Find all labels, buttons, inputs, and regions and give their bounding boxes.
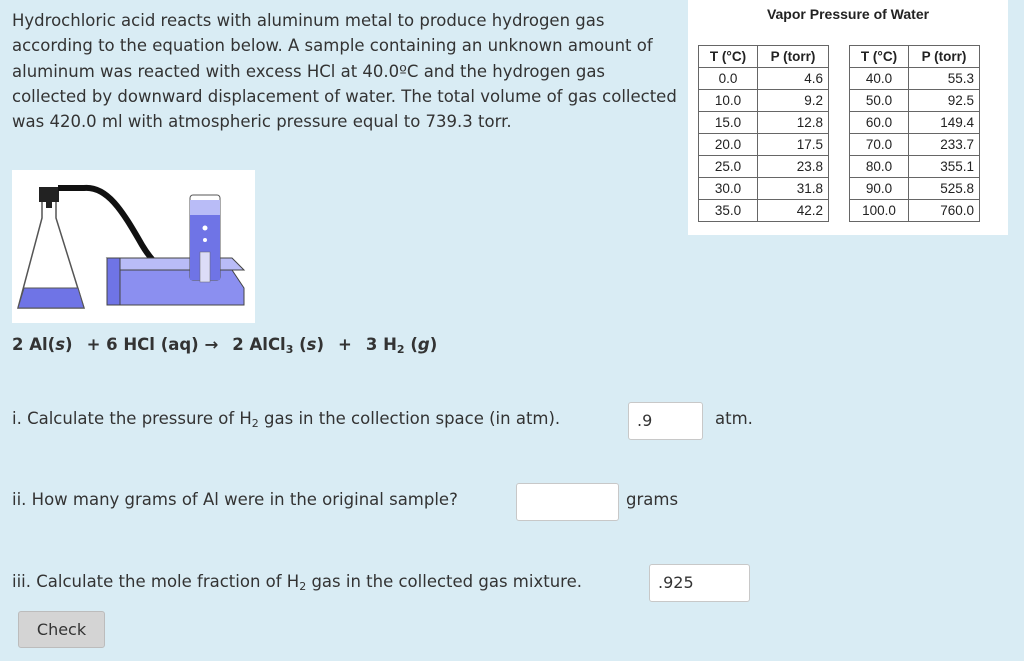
header-pressure-left: P (torr) bbox=[758, 46, 829, 68]
pressure-cell: 4.6 bbox=[758, 68, 829, 90]
question-3-label: iii. Calculate the mole fraction of $H_2$ gas in the collected gas mixture. bbox=[12, 572, 582, 593]
vapor-pressure-table bbox=[698, 45, 980, 222]
table-row bbox=[699, 134, 980, 156]
product-alcl3: 2 AlCl$_3$ (s) bbox=[232, 335, 325, 356]
table-gap bbox=[829, 68, 850, 90]
table-gap bbox=[829, 46, 850, 68]
pressure-answer-input[interactable]: .9 bbox=[628, 402, 703, 440]
temp-cell: 100.0 bbox=[850, 200, 909, 222]
pressure-cell: 55.3 bbox=[909, 68, 980, 90]
temp-cell: 15.0 bbox=[699, 112, 758, 134]
product-h2: 3 $H_2$ (g) bbox=[365, 335, 438, 356]
pressure-cell: 525.8 bbox=[909, 178, 980, 200]
pressure-cell: 12.8 bbox=[758, 112, 829, 134]
pressure-cell: 9.2 bbox=[758, 90, 829, 112]
table-header-row bbox=[699, 46, 980, 68]
temp-cell: 10.0 bbox=[699, 90, 758, 112]
table-row bbox=[699, 112, 980, 134]
temp-cell: 40.0 bbox=[850, 68, 909, 90]
vapor-pressure-panel bbox=[688, 0, 1008, 235]
reactant-al: 2 Al(s) bbox=[12, 335, 73, 354]
temp-cell: 60.0 bbox=[850, 112, 909, 134]
table-row bbox=[699, 68, 980, 90]
pressure-cell: 149.4 bbox=[909, 112, 980, 134]
header-pressure-right: P (torr) bbox=[909, 46, 980, 68]
mole-fraction-answer-input[interactable]: .925 bbox=[649, 564, 750, 602]
pressure-cell: 233.7 bbox=[909, 134, 980, 156]
temp-cell: 20.0 bbox=[699, 134, 758, 156]
plus-sign: + bbox=[338, 335, 352, 354]
temp-cell: 30.0 bbox=[699, 178, 758, 200]
temp-cell: 0.0 bbox=[699, 68, 758, 90]
table-gap bbox=[829, 90, 850, 112]
pressure-cell: 355.1 bbox=[909, 156, 980, 178]
temp-cell: 70.0 bbox=[850, 134, 909, 156]
table-gap bbox=[829, 156, 850, 178]
header-temp-left: T (°C) bbox=[699, 46, 758, 68]
grams-answer-input[interactable] bbox=[516, 483, 619, 521]
problem-intro: Hydrochloric acid reacts with aluminum metal to produce hydrogen gas according to the equation below. A sample containing an unknown amount of aluminum was reacted with excess HCl at 40.0ºC and the hydrogen gas collected by downward displacement of water. The total volume of gas collected was 420.0 ml with atmospheric pressure equal to 739.3 torr. bbox=[12, 11, 677, 132]
vapor-pressure-title: Vapor Pressure of Water bbox=[766, 6, 930, 22]
pressure-cell: 31.8 bbox=[758, 178, 829, 200]
question-2-label: ii. How many grams of Al were in the original sample? bbox=[12, 490, 458, 509]
temp-cell: 25.0 bbox=[699, 156, 758, 178]
header-temp-right: T (°C) bbox=[850, 46, 909, 68]
pressure-cell: 42.2 bbox=[758, 200, 829, 222]
table-gap bbox=[829, 134, 850, 156]
pressure-cell: 23.8 bbox=[758, 156, 829, 178]
table-gap bbox=[829, 200, 850, 222]
reaction-equation bbox=[12, 335, 437, 356]
temp-cell: 90.0 bbox=[850, 178, 909, 200]
check-button[interactable]: Check bbox=[18, 611, 105, 648]
table-row bbox=[699, 200, 980, 222]
question-1-label: i. Calculate the pressure of $H_2$ gas in the collection space (in atm). bbox=[12, 409, 561, 430]
temp-cell: 80.0 bbox=[850, 156, 909, 178]
table-gap bbox=[829, 112, 850, 134]
temp-cell: 50.0 bbox=[850, 90, 909, 112]
table-gap bbox=[829, 178, 850, 200]
pressure-unit-label: atm. bbox=[715, 409, 753, 428]
table-row bbox=[699, 178, 980, 200]
pressure-cell: 92.5 bbox=[909, 90, 980, 112]
pressure-cell: 17.5 bbox=[758, 134, 829, 156]
reactant-hcl: + 6 HCl (aq) → bbox=[86, 335, 219, 354]
table-row bbox=[699, 90, 980, 112]
pressure-cell: 760.0 bbox=[909, 200, 980, 222]
temp-cell: 35.0 bbox=[699, 200, 758, 222]
table-row bbox=[699, 156, 980, 178]
gas-collection-apparatus-icon bbox=[12, 170, 255, 323]
grams-unit-label: grams bbox=[626, 490, 679, 509]
